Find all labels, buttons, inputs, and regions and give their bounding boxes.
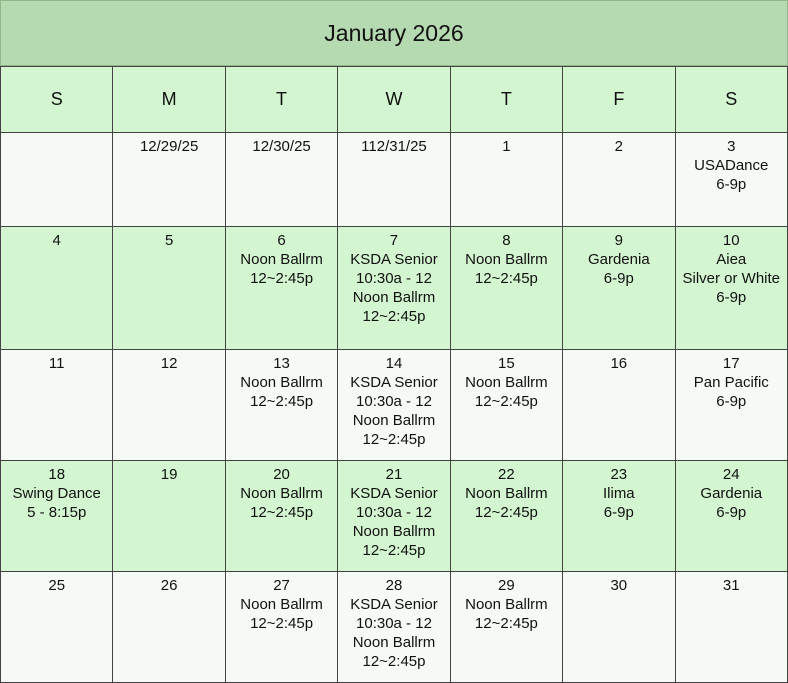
- event-line: Noon Ballrm: [352, 634, 436, 651]
- calendar-day-cell: [338, 133, 450, 227]
- day-number: 12: [160, 355, 178, 372]
- day-number: 2: [614, 138, 623, 155]
- calendar-day-cell: [675, 227, 787, 350]
- event-line: 12~2:45p: [362, 308, 426, 325]
- event-line: KSDA Senior: [350, 251, 438, 268]
- event-line: 12~2:45p: [362, 653, 426, 670]
- calendar-day-cell: [1, 461, 113, 572]
- calendar-day-cell: [338, 461, 450, 572]
- calendar-week-row: [1, 572, 788, 683]
- event-line: Noon Ballrm: [352, 412, 436, 429]
- weekday-header: W: [338, 67, 450, 133]
- event-line: Gardenia: [587, 251, 650, 268]
- day-number: 7: [389, 232, 399, 249]
- day-number: 112/31/25: [361, 138, 427, 155]
- calendar-day-cell: [1, 572, 113, 683]
- calendar-day-cell: [675, 133, 787, 227]
- event-line: 6-9p: [716, 176, 747, 193]
- calendar-day-cell: [225, 227, 337, 350]
- event-line: Gardenia: [700, 485, 763, 502]
- calendar-day-cell: [225, 133, 337, 227]
- day-number: 27: [273, 577, 290, 594]
- event-line: 10:30a - 12: [356, 270, 432, 287]
- calendar-week-row: [1, 461, 788, 572]
- day-number: 28: [385, 577, 403, 594]
- calendar-day-cell: [113, 227, 225, 350]
- calendar-day-cell: [675, 350, 787, 461]
- calendar-grid: [0, 66, 788, 683]
- day-number: 3: [727, 138, 736, 155]
- event-line: Noon Ballrm: [465, 485, 548, 502]
- day-number: 19: [160, 466, 178, 483]
- calendar-day-cell: [1, 133, 113, 227]
- calendar-week-row: [1, 350, 788, 461]
- event-line: 6-9p: [603, 270, 634, 287]
- day-number: 5: [164, 232, 174, 249]
- event-line: 6-9p: [603, 504, 634, 521]
- event-line: Noon Ballrm: [240, 596, 323, 613]
- calendar-day-cell: [338, 350, 450, 461]
- calendar-day-cell: [563, 461, 675, 572]
- weekday-header: F: [563, 67, 675, 133]
- event-line: Ilima: [602, 485, 635, 502]
- day-number: 26: [160, 577, 178, 594]
- day-number: 17: [722, 355, 740, 372]
- event-line: 12~2:45p: [250, 270, 314, 287]
- event-line: 12~2:45p: [250, 393, 314, 410]
- calendar-day-cell: [563, 133, 675, 227]
- event-line: 10:30a - 12: [356, 504, 432, 521]
- calendar-day-cell: [450, 133, 562, 227]
- calendar-day-cell: [113, 572, 225, 683]
- day-number: 8: [502, 232, 511, 249]
- day-number: 16: [610, 355, 628, 372]
- day-number: 22: [498, 466, 515, 483]
- calendar-day-cell: [225, 572, 337, 683]
- day-number: 10: [722, 232, 740, 249]
- event-line: Swing Dance: [12, 485, 101, 502]
- day-number: 15: [498, 355, 515, 372]
- day-number: 12/29/25: [139, 138, 199, 155]
- day-number: 1: [502, 138, 511, 155]
- event-line: 10:30a - 12: [356, 615, 432, 632]
- event-line: USADance: [694, 157, 769, 174]
- event-line: KSDA Senior: [350, 485, 438, 502]
- calendar-title: January 2026: [0, 0, 788, 66]
- calendar-day-cell: [563, 227, 675, 350]
- calendar-day-cell: [450, 572, 562, 683]
- event-line: 12~2:45p: [474, 270, 538, 287]
- event-line: 6-9p: [716, 289, 747, 306]
- event-line: Noon Ballrm: [465, 251, 548, 268]
- event-line: 12~2:45p: [474, 504, 538, 521]
- event-line: 12~2:45p: [362, 431, 426, 448]
- calendar-day-cell: [113, 133, 225, 227]
- day-number: 20: [273, 466, 290, 483]
- weekday-header: T: [450, 67, 562, 133]
- day-number: 25: [48, 577, 66, 594]
- event-line: Noon Ballrm: [465, 596, 548, 613]
- day-number: 14: [385, 355, 403, 372]
- event-line: 12~2:45p: [362, 542, 426, 559]
- calendar-day-cell: [563, 350, 675, 461]
- event-line: 6-9p: [716, 393, 747, 410]
- weekday-header: M: [113, 67, 225, 133]
- event-line: Silver or White: [682, 270, 781, 287]
- event-line: Noon Ballrm: [352, 523, 436, 540]
- event-line: 5 - 8:15p: [27, 504, 87, 521]
- day-number: 21: [385, 466, 403, 483]
- calendar-week-row: [1, 133, 788, 227]
- calendar-day-cell: [338, 227, 450, 350]
- calendar-day-cell: [675, 572, 787, 683]
- day-number: 9: [614, 232, 623, 249]
- calendar-day-cell: [338, 572, 450, 683]
- day-number: 13: [273, 355, 290, 372]
- event-line: 12~2:45p: [474, 393, 538, 410]
- day-number: 31: [722, 577, 740, 594]
- calendar-day-cell: [1, 350, 113, 461]
- event-line: 12~2:45p: [250, 615, 314, 632]
- calendar-day-cell: [225, 461, 337, 572]
- calendar-day-cell: [450, 350, 562, 461]
- weekday-header: S: [675, 67, 787, 133]
- event-line: Aiea: [716, 251, 747, 268]
- calendar-day-cell: [225, 350, 337, 461]
- calendar-day-cell: [450, 461, 562, 572]
- event-line: 10:30a - 12: [356, 393, 432, 410]
- calendar-day-cell: [113, 461, 225, 572]
- event-line: Noon Ballrm: [240, 374, 323, 391]
- day-number: 24: [722, 466, 740, 483]
- event-line: Noon Ballrm: [240, 485, 323, 502]
- day-number: 11: [48, 355, 65, 372]
- day-number: 4: [52, 232, 61, 249]
- weekday-header: S: [1, 67, 113, 133]
- event-line: KSDA Senior: [350, 374, 438, 391]
- event-line: Noon Ballrm: [465, 374, 548, 391]
- event-line: 6-9p: [716, 504, 747, 521]
- event-line: Pan Pacific: [693, 374, 769, 391]
- day-number: 29: [498, 577, 515, 594]
- event-line: 12~2:45p: [474, 615, 538, 632]
- calendar-day-cell: [113, 350, 225, 461]
- day-number: 12/30/25: [252, 138, 311, 155]
- calendar-day-cell: [1, 227, 113, 350]
- day-number: 18: [48, 466, 66, 483]
- day-number: 6: [277, 232, 286, 249]
- event-line: 12~2:45p: [250, 504, 314, 521]
- calendar-week-row: [1, 227, 788, 350]
- calendar-day-cell: [563, 572, 675, 683]
- event-line: KSDA Senior: [350, 596, 438, 613]
- calendar-day-cell: [450, 227, 562, 350]
- event-line: Noon Ballrm: [240, 251, 323, 268]
- weekday-header: T: [225, 67, 337, 133]
- calendar-day-cell: [675, 461, 787, 572]
- day-number: 30: [610, 577, 628, 594]
- event-line: Noon Ballrm: [352, 289, 436, 306]
- day-number: 23: [610, 466, 628, 483]
- weekday-header-row: [1, 67, 788, 133]
